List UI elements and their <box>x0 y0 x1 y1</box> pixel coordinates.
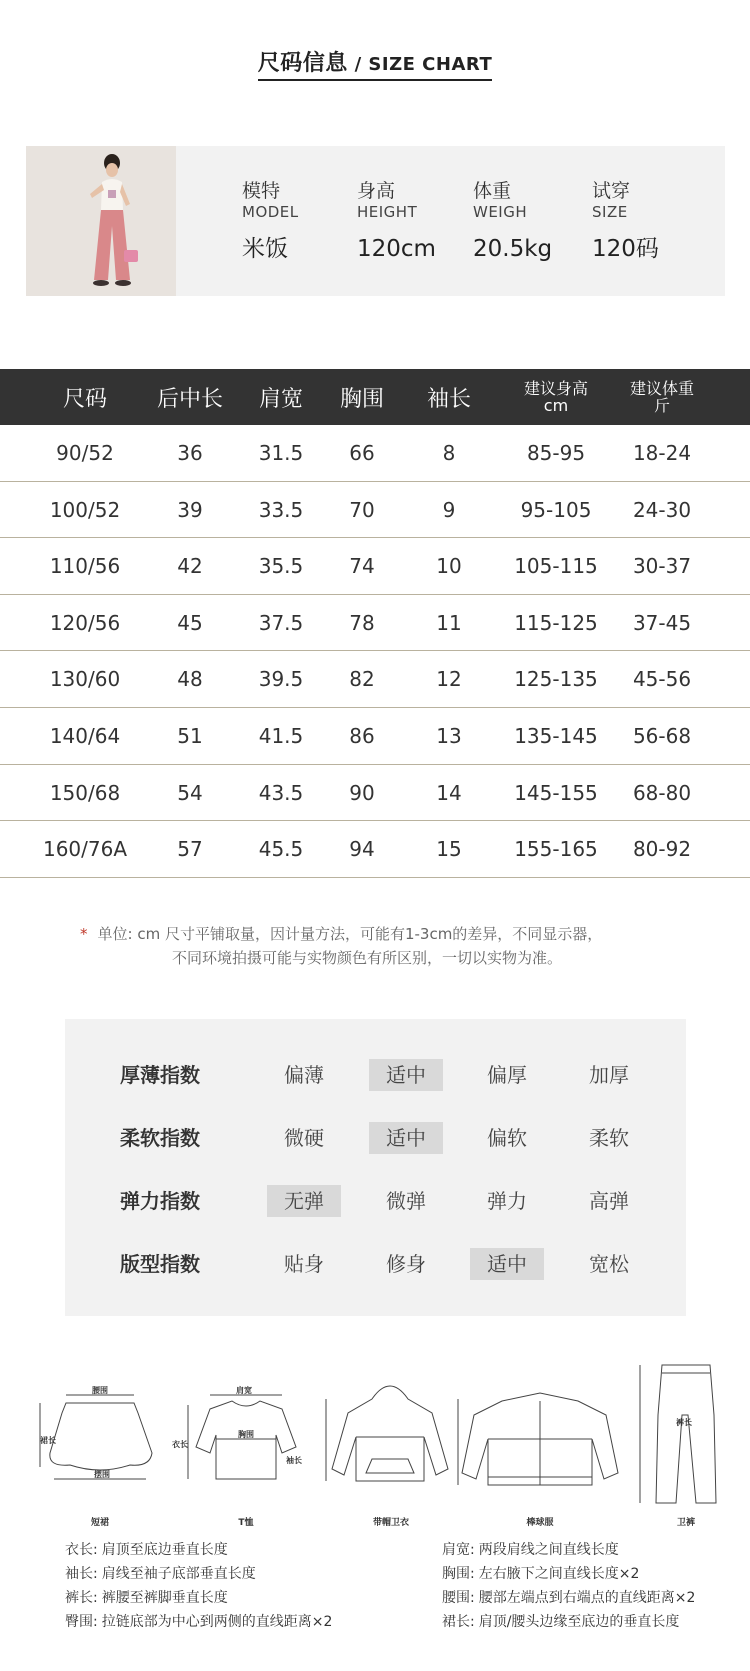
cell-suggested-height: 105-115 <box>514 554 598 579</box>
cell-shoulder: 31.5 <box>258 441 304 465</box>
cell-size: 90/52 <box>56 441 114 465</box>
weight-label-en: WEIGH <box>473 203 528 221</box>
cell-chest: 66 <box>349 441 375 465</box>
definition-term: 肩宽: <box>442 1542 475 1558</box>
table-row <box>0 651 750 708</box>
cell-suggested-weight: 18-24 <box>632 441 692 465</box>
definition-term: 腰围: <box>442 1590 475 1606</box>
index-row <box>65 1059 686 1091</box>
cell-chest: 94 <box>349 837 375 862</box>
cell-suggested-height: 95-105 <box>520 497 592 522</box>
header-back-length: 后中长 <box>156 386 223 412</box>
cell-suggested-height: 85-95 <box>526 441 586 465</box>
definition-item <box>65 1588 228 1608</box>
cell-sleeve: 14 <box>436 780 462 805</box>
size-value: 120码 <box>592 236 659 262</box>
header-suggested-height-unit: cm <box>543 396 569 415</box>
size-table-body <box>0 425 750 878</box>
cell-size: 140/64 <box>49 723 121 748</box>
table-row <box>0 708 750 765</box>
garment-diagram-svg <box>0 1355 750 1535</box>
definition-desc: 两段肩线之间直线长度 <box>478 1542 619 1558</box>
height-label-zh: 身高 <box>357 180 396 202</box>
label-body-length: 衣长 <box>172 1440 188 1449</box>
index-option: 高弹 <box>589 1189 629 1213</box>
cell-back-length: 39 <box>177 497 203 522</box>
definition-term: 衣长: <box>65 1542 98 1558</box>
cell-back-length: 54 <box>177 780 203 805</box>
index-option-selected: 适中 <box>369 1059 443 1091</box>
caption-hoodie: 带帽卫衣 <box>372 1518 409 1528</box>
cell-size: 150/68 <box>49 780 121 805</box>
index-label: 版型指数 <box>120 1252 200 1276</box>
cell-chest: 70 <box>349 497 375 522</box>
index-option: 微弹 <box>386 1189 426 1213</box>
cell-shoulder: 35.5 <box>258 554 304 579</box>
definition-desc: 拉链底部为中心到两侧的直线距离×2 <box>101 1614 333 1630</box>
cell-shoulder: 33.5 <box>258 497 304 522</box>
caption-tshirt: T恤 <box>238 1518 254 1528</box>
cell-chest: 74 <box>349 554 375 579</box>
label-chest: 胸围 <box>238 1430 254 1439</box>
cell-chest: 86 <box>349 723 375 748</box>
cell-back-length: 48 <box>177 667 203 692</box>
size-label-en: SIZE <box>592 203 628 221</box>
index-option: 弹力 <box>487 1189 527 1213</box>
caption-skirt: 短裙 <box>90 1518 109 1528</box>
index-option: 柔软 <box>589 1126 629 1150</box>
title-text <box>258 46 492 81</box>
definition-term: 胸围: <box>442 1566 475 1582</box>
header-suggested-weight-label: 建议体重 <box>629 379 694 398</box>
model-col-height <box>357 180 436 264</box>
cell-shoulder: 41.5 <box>258 723 304 748</box>
index-option: 偏厚 <box>487 1063 527 1087</box>
note-line-2: 不同环境拍摄可能与实物颜色有所区别，一切以实物为准。 <box>172 949 563 967</box>
definition-desc: 肩顶至底边垂直长度 <box>101 1542 228 1558</box>
definition-item <box>65 1612 332 1632</box>
definition-term: 袖长: <box>65 1566 98 1582</box>
label-hem: 摆围 <box>94 1470 110 1479</box>
model-col-weight <box>473 180 552 264</box>
label-shoulder: 肩宽 <box>236 1386 252 1395</box>
index-option: 微硬 <box>284 1126 324 1150</box>
table-row <box>0 765 750 822</box>
table-row <box>0 425 750 482</box>
cell-chest: 82 <box>349 667 375 692</box>
cell-shoulder: 43.5 <box>258 780 304 805</box>
table-row <box>0 821 750 878</box>
cell-suggested-weight: 80-92 <box>632 837 692 862</box>
cell-suggested-height: 115-125 <box>514 610 598 635</box>
cell-chest: 90 <box>349 780 375 805</box>
cell-back-length: 42 <box>177 554 203 579</box>
model-col-name <box>242 180 299 264</box>
index-option: 加厚 <box>589 1063 629 1087</box>
title-zh: 尺码信息 <box>257 51 348 76</box>
label-sleeve: 袖长 <box>286 1456 302 1465</box>
header-shoulder: 肩宽 <box>258 386 303 412</box>
title-separator: / <box>347 54 369 75</box>
cell-suggested-weight: 56-68 <box>632 723 692 748</box>
size-table-header <box>0 369 750 425</box>
size-table <box>0 369 750 878</box>
garment-diagram <box>0 1355 750 1535</box>
height-value: 120cm <box>357 236 436 262</box>
index-label: 弹力指数 <box>120 1189 200 1213</box>
definition-desc: 裤腰至裤脚垂直长度 <box>101 1590 228 1606</box>
note-star: * <box>80 925 88 943</box>
index-option: 宽松 <box>589 1252 629 1276</box>
cell-suggested-weight: 30-37 <box>632 554 692 579</box>
cell-sleeve: 11 <box>436 610 462 635</box>
cell-suggested-height: 125-135 <box>514 667 598 692</box>
index-option: 贴身 <box>284 1252 324 1276</box>
cell-shoulder: 37.5 <box>258 610 304 635</box>
cell-back-length: 45 <box>177 610 203 635</box>
cell-sleeve: 9 <box>442 497 456 522</box>
cell-suggested-weight: 24-30 <box>632 497 692 522</box>
height-label-en: HEIGHT <box>357 203 418 221</box>
cell-sleeve: 15 <box>436 837 462 862</box>
cell-suggested-height: 145-155 <box>514 780 598 805</box>
caption-sweatpants: 卫裤 <box>676 1518 695 1528</box>
definition-desc: 肩顶/腰头边缘至底边的垂直长度 <box>478 1614 680 1630</box>
model-label-zh: 模特 <box>242 180 281 202</box>
index-label: 柔软指数 <box>120 1126 200 1150</box>
definition-term: 裙长: <box>442 1614 475 1630</box>
cell-suggested-weight: 37-45 <box>632 610 692 635</box>
weight-label-zh: 体重 <box>473 180 512 202</box>
cell-size: 100/52 <box>49 497 121 522</box>
cell-chest: 78 <box>349 610 375 635</box>
note-line-1-text: 单位: cm 尺寸平铺取量，因计量方法，可能有1-3cm的差异，不同显示器， <box>97 925 603 943</box>
index-label: 厚薄指数 <box>120 1063 200 1087</box>
index-option: 修身 <box>386 1252 426 1276</box>
cell-back-length: 57 <box>177 837 203 862</box>
header-chest: 胸围 <box>339 386 384 412</box>
cell-suggested-height: 155-165 <box>514 837 598 862</box>
cell-sleeve: 10 <box>436 554 462 579</box>
index-option-selected: 适中 <box>470 1248 544 1280</box>
header-suggested-height <box>506 369 606 425</box>
model-info-panel <box>26 146 725 296</box>
definition-term: 裤长: <box>65 1590 98 1606</box>
table-row <box>0 538 750 595</box>
model-photo <box>26 146 176 296</box>
cell-suggested-weight: 68-80 <box>632 780 692 805</box>
cell-suggested-height: 135-145 <box>514 723 598 748</box>
header-size: 尺码 <box>62 386 107 412</box>
model-value: 米饭 <box>242 236 288 262</box>
header-suggested-weight <box>612 369 712 425</box>
page-title <box>0 46 750 81</box>
cell-back-length: 36 <box>177 441 203 465</box>
definition-item <box>442 1564 639 1584</box>
definition-item <box>65 1564 256 1584</box>
cell-back-length: 51 <box>177 723 203 748</box>
model-col-size <box>592 180 659 264</box>
fabric-index-panel <box>65 1019 686 1316</box>
cell-size: 120/56 <box>49 610 121 635</box>
caption-baseball-jacket: 棒球服 <box>526 1518 554 1528</box>
table-row <box>0 595 750 652</box>
cell-sleeve: 8 <box>442 441 456 465</box>
index-row <box>65 1122 686 1154</box>
cell-size: 110/56 <box>49 554 121 579</box>
weight-value: 20.5kg <box>473 236 553 262</box>
index-option-selected: 无弹 <box>267 1185 341 1217</box>
index-option: 偏软 <box>487 1126 527 1150</box>
table-row <box>0 482 750 539</box>
definition-item <box>442 1540 619 1560</box>
header-suggested-weight-unit: 斤 <box>653 396 670 415</box>
model-label-en: MODEL <box>242 203 299 221</box>
cell-suggested-weight: 45-56 <box>632 667 692 692</box>
label-waist: 腰围 <box>92 1386 108 1395</box>
size-label-zh: 试穿 <box>592 180 631 202</box>
header-suggested-height-label: 建议身高 <box>523 379 588 398</box>
index-row <box>65 1185 686 1217</box>
cell-size: 160/76A <box>42 837 128 862</box>
definition-desc: 左右腋下之间直线长度×2 <box>478 1566 640 1582</box>
definition-term: 臀围: <box>65 1614 98 1630</box>
cell-shoulder: 45.5 <box>258 837 304 862</box>
definition-desc: 肩线至袖子底部垂直长度 <box>101 1566 256 1582</box>
index-option-selected: 适中 <box>369 1122 443 1154</box>
definition-desc: 腰部左端点到右端点的直线距离×2 <box>478 1590 696 1606</box>
cell-shoulder: 39.5 <box>258 667 304 692</box>
definition-item <box>65 1540 228 1560</box>
definition-item <box>442 1588 695 1608</box>
cell-size: 130/60 <box>49 667 121 692</box>
note-line-1 <box>80 922 602 946</box>
definition-item <box>442 1612 679 1632</box>
title-en: SIZE CHART <box>368 54 493 75</box>
cell-sleeve: 12 <box>436 667 462 692</box>
index-row <box>65 1248 686 1280</box>
label-skirt-length: 裙长 <box>40 1436 56 1445</box>
index-option: 偏薄 <box>284 1063 324 1087</box>
header-sleeve: 袖长 <box>426 386 471 412</box>
label-pants-length: 裤长 <box>676 1418 692 1427</box>
cell-sleeve: 13 <box>436 723 462 748</box>
